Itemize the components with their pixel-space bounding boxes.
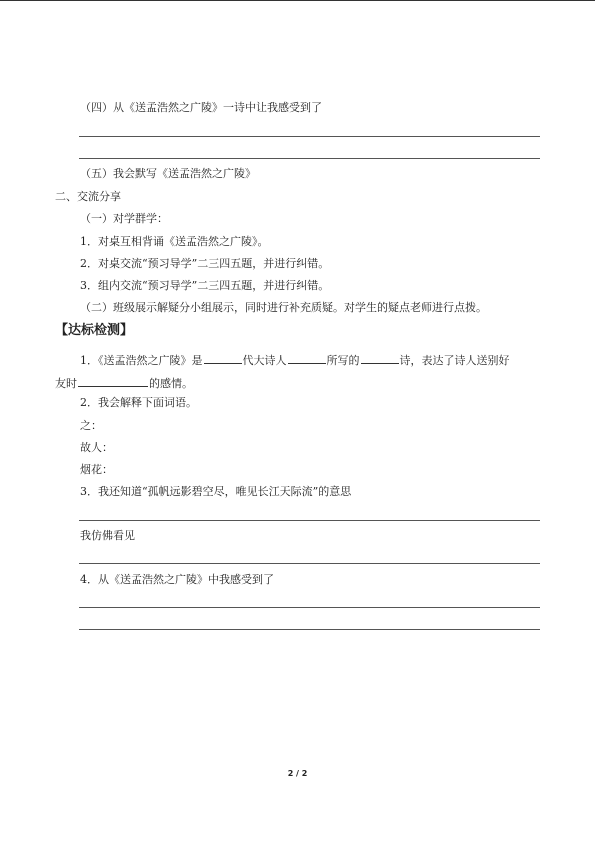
question-one-text: 的感情。 [149, 377, 193, 390]
word-yanhua: 烟花： [80, 463, 113, 476]
answer-line [79, 158, 540, 159]
question-three-followup: 我仿佛看见 [80, 529, 135, 542]
question-one-text: 1．《送孟浩然之广陵》是 [80, 354, 203, 367]
header-rule [0, 0, 595, 1]
question-four: 4．从《送孟浩然之广陵》中我感受到了 [80, 573, 274, 586]
answer-line [79, 563, 540, 564]
check-section-title: 【达标检测】 [55, 323, 134, 338]
question-one-text: 友时 [55, 377, 77, 390]
question-one-line1 [80, 351, 510, 368]
item-five-prompt: （五）我会默写《送孟浩然之广陵》 [80, 167, 256, 180]
item-four-prompt: （四）从《送孟浩然之广陵》一诗中让我感受到了 [80, 101, 322, 114]
group-study-heading: （一）对学群学： [80, 212, 168, 225]
answer-line [79, 607, 540, 608]
question-one-text: 所写的 [326, 354, 360, 367]
fill-blank[interactable] [78, 374, 148, 387]
question-one-text: 代大诗人 [242, 354, 287, 367]
word-guren: 故人： [80, 441, 113, 454]
word-zhi: 之： [80, 419, 102, 432]
answer-line [79, 136, 540, 137]
fill-blank[interactable] [288, 351, 326, 364]
step-two: 2．对桌交流“预习导学”二三四五题，并进行纠错。 [80, 257, 330, 270]
question-three: 3．我还知道“孤帆远影碧空尽，唯见长江天际流”的意思 [80, 485, 352, 498]
answer-line [79, 629, 540, 630]
step-one: 1．对桌互相背诵《送孟浩然之广陵》。 [80, 235, 269, 248]
page-number: 2 / 2 [287, 769, 308, 778]
step-three: 3．组内交流“预习导学”二三四五题，并进行纠错。 [80, 279, 330, 292]
fill-blank[interactable] [204, 351, 242, 364]
answer-line [79, 520, 540, 521]
fill-blank[interactable] [361, 351, 399, 364]
class-display-text: （二）班级展示解疑分小组展示，同时进行补充质疑。对学生的疑点老师进行点拨。 [80, 301, 487, 314]
section-two-title: 二、交流分享 [55, 190, 121, 203]
question-one-line2 [55, 374, 193, 391]
question-one-text: 诗，表达了诗人送别好 [399, 354, 510, 367]
question-two: 2．我会解释下面词语。 [80, 396, 197, 409]
